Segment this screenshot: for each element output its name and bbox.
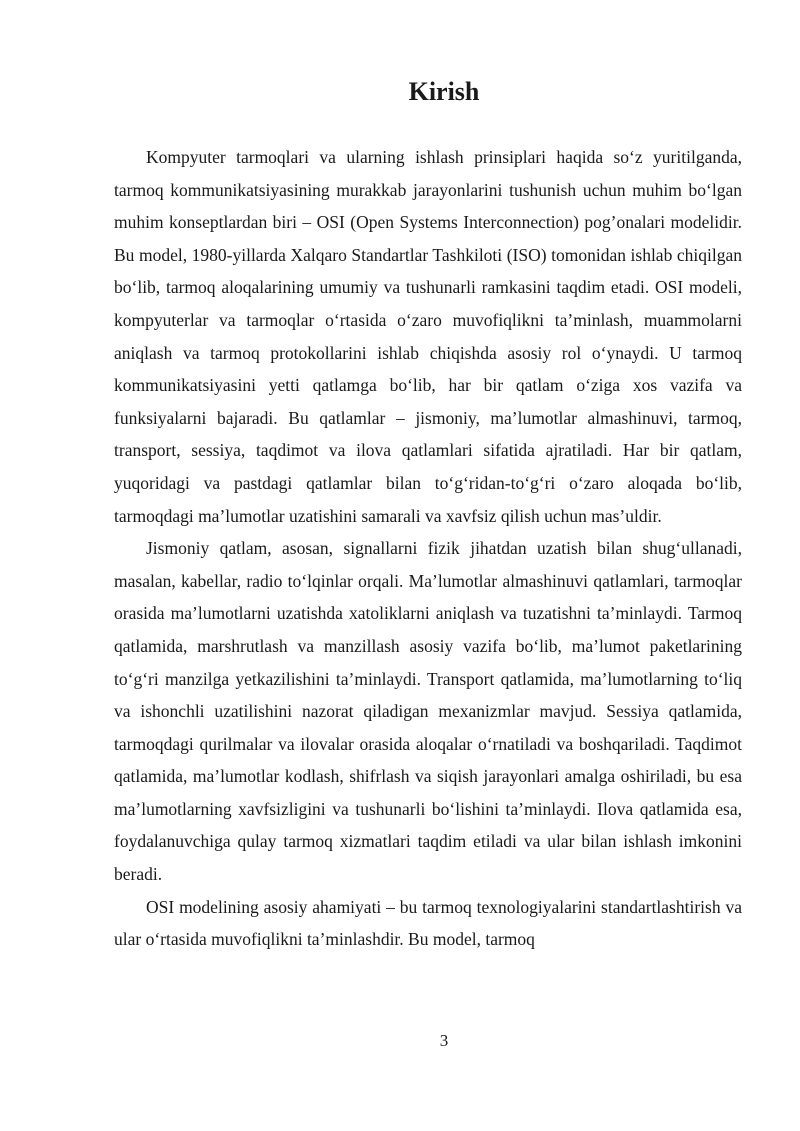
- paragraph-3: OSI modelining asosiy ahamiyati – bu tarmoq texnologiyalarini standartlashtirish va ular o‘rtasida muvofiqlikni ta’minlashdir. Bu model, tarmoq: [114, 896, 742, 950]
- paragraph-1: Kompyuter tarmoqlari va ularning ishlash prinsiplari haqida so‘z yuritilganda, tarmoq kommunikatsiyasining murakkab jarayonlarini tushunish uchun muhim bo‘lgan muhim konseptlardan biri – OSI (Open Systems Interconnection) pog’onalari modelidir. Bu model, 1980-yillarda Xalqaro Standartlar Tashkiloti (ISO) tomonidan ishlab chiqilgan bo‘lib, tarmoq aloqalarining umumiy va tushunarli ramkasini taqdim etadi. OSI modeli, kompyuterlar va tarmoqlar o‘rtasida o‘zaro muvofiqlikni ta’minlash, muammolarni aniqlash va tarmoq protokollarini ishlab chiqishda asosiy rol o‘ynaydi. U tarmoq kommunikatsiyasini yetti qatlamga bo‘lib, har bir qatlam o‘ziga xos vazifa va funksiyalarni bajaradi. Bu qatlamlar – jismoniy, ma’lumotlar almashinuvi, tarmoq, transport, sessiya, taqdimot va ilova qatlamlari sifatida ajratiladi. Har bir qatlam, yuqoridagi va pastdagi qatlamlar bilan to‘g‘ridan-to‘g‘ri o‘zaro aloqada bo‘lib, tarmoqdagi ma’lumotlar uzatishini samarali va xavfsiz qilish uchun mas’uldir.: [114, 147, 742, 526]
- page-number: 3: [439, 1031, 449, 1050]
- body-text: [114, 141, 742, 956]
- page-title: Kirish: [408, 77, 480, 106]
- paragraph-2: Jismoniy qatlam, asosan, signallarni fizik jihatdan uzatish bilan shug‘ullanadi, masalan, kabellar, radio to‘lqinlar orqali. Ma’lumotlar almashinuvi qatlamlari, tarmoqlar orasida ma’lumotlarni uzatishda xatoliklarni aniqlash va tuzatishni ta’minlaydi. Tarmoq qatlamida, marshrutlash va manzillash asosiy vazifa bo‘lib, ma’lumot paketlarining to‘g‘ri manzilga yetkazilishini ta’minlaydi. Transport qatlamida, ma’lumotlarning to‘liq va ishonchli uzatilishini nazorat qiladigan mexanizmlar mavjud. Sessiya qatlamida, tarmoqdagi qurilmalar va ilovalar orasida aloqalar o‘rnatiladi va boshqariladi. Taqdimot qatlamida, ma’lumotlar kodlash, shifrlash va siqish jarayonlari amalga oshiriladi, bu esa ma’lumotlarning xavfsizligini va tushunarli bo‘lishini ta’minlaydi. Ilova qatlamida esa, foydalanuvchiga qulay tarmoq xizmatlari taqdim etiladi va ular bilan ishlash imkonini beradi.: [114, 538, 742, 885]
